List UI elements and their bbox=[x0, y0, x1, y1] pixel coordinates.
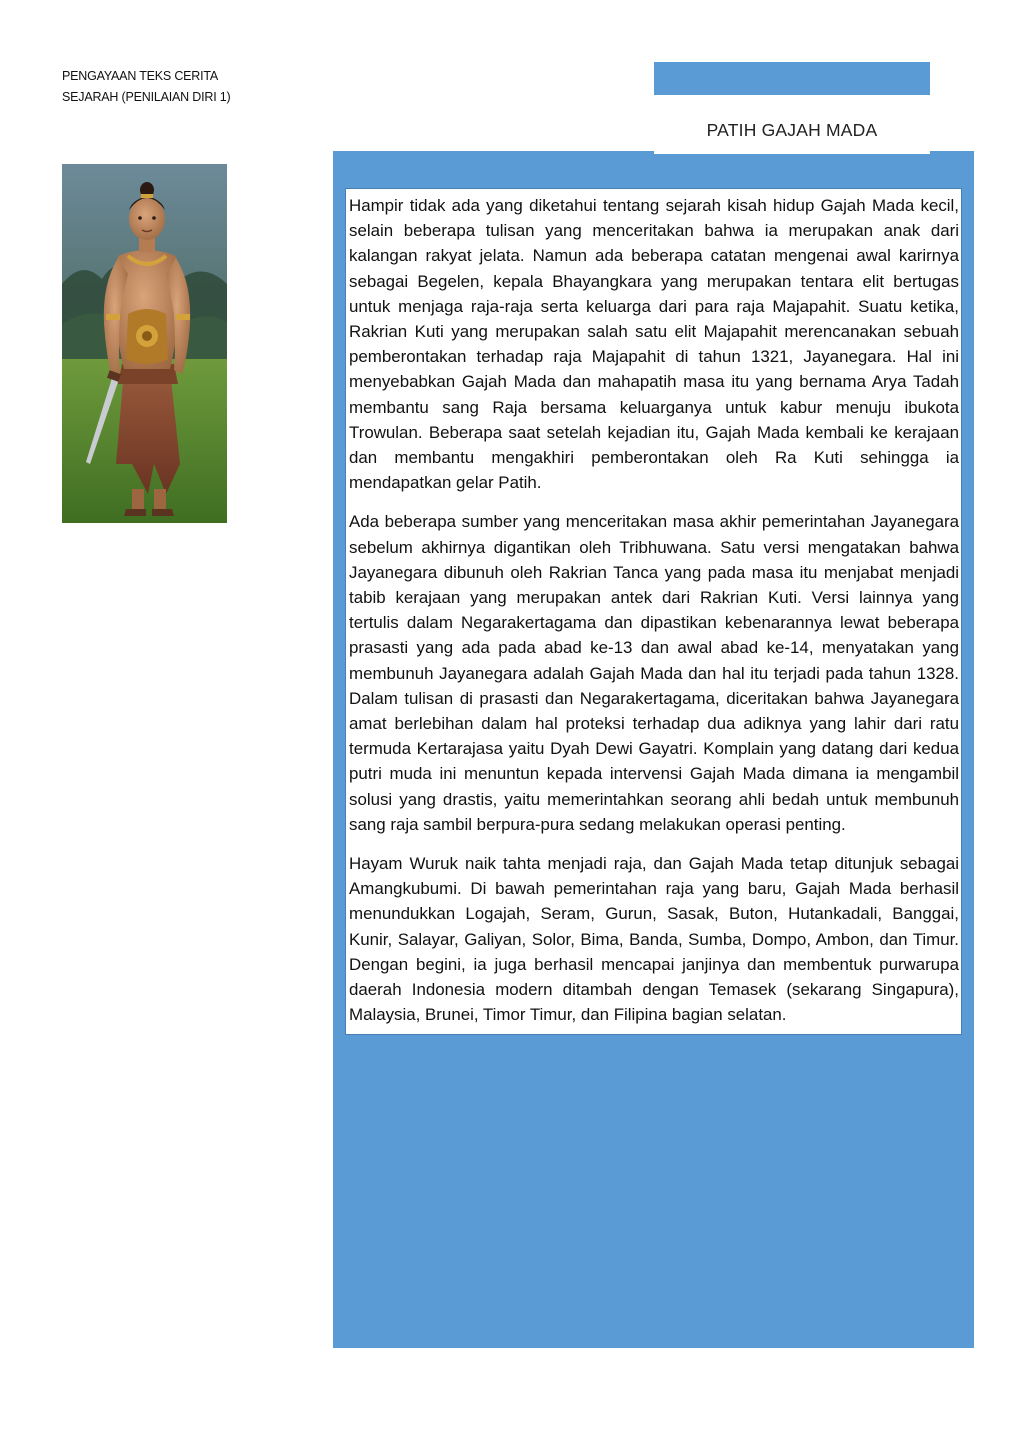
header-line-2: SEJARAH (PENILAIAN DIRI 1) bbox=[62, 90, 231, 104]
paragraph-1: Hampir tidak ada yang diketahui tentang sejarah kisah hidup Gajah Mada kecil, selain beberapa tulisan yang menceritakan bahwa ia merupakan anak dari kalangan rakyat jelata. Namun ada beberapa catatan mengenai awal karirnya sebagai Begelen, kepala Bhayangkara yang merupakan tentara elit bertugas untuk menjaga raja-raja serta keluarga dari para raja Majapahit. Suatu ketika, Rakrian Kuti yang merupakan salah satu elit Majapahit merencanakan sebuah pemberontakan terhadap raja Majapahit di tahun 1321, Jayanegara. Hal ini menyebabkan Gajah Mada dan mahapatih masa itu yang bernama Arya Tadah membantu sang Raja bersama keluarganya untuk kabur menuju ibukota Trowulan. Beberapa saat setelah kejadian itu, Gajah Mada kembali ke kerajaan dan membantu mengakhiri pemberontakan oleh Ra Kuti sehingga ia mendapatkan gelar Patih. bbox=[349, 196, 959, 493]
story-text-box bbox=[345, 188, 962, 1035]
header-line-1: PENGAYAAN TEKS CERITA bbox=[62, 69, 219, 83]
page-title: PATIH GAJAH MADA bbox=[654, 106, 930, 154]
paragraph-3: Hayam Wuruk naik tahta menjadi raja, dan Gajah Mada tetap ditunjuk sebagai Amangkubumi. Di bawah pemerintahan raja yang baru, Gajah Mada berhasil menundukkan Logajah, Seram, Gurun, Sasak, Buton, Hutankadali, Banggai, Kunir, Salayar, Galiyan, Solor, Bima, Banda, Sumba, Dompo, Ambon, dan Timur. Dengan begini, ia juga berhasil mencapai janjinya dan membentuk purwarupa daerah Indonesia modern ditambah dengan Temasek (sekarang Singapura), Malaysia, Brunei, Timor Timur, dan Filipina bagian selatan. bbox=[349, 854, 959, 1025]
document-header bbox=[62, 66, 230, 108]
portrait-image bbox=[62, 164, 227, 523]
warrior-illustration bbox=[62, 164, 227, 523]
paragraph-2: Ada beberapa sumber yang menceritakan masa akhir pemerintahan Jayanegara sebelum akhirnya digantikan oleh Tribhuwana. Satu versi mengatakan bahwa Jayanegara dibunuh oleh Rakrian Tanca yang pada masa itu menjabat menjadi tabib kerajaan yang merupakan antek dari Rakrian Kuti. Versi lainnya yang tertulis dalam Negarakertagama dan dipastikan kebenarannya lewat beberapa prasasti yang ada pada abad ke-13 dan awal abad ke-14, menyatakan yang membunuh Jayanegara adalah Gajah Mada dan hal itu terjadi pada tahun 1328. Dalam tulisan di prasasti dan Negarakertagama, diceritakan bahwa Jayanegara amat berlebihan dalam hal proteksi terhadap dua adiknya yang lahir dari ratu termuda Kertarajasa yaitu Dyah Dewi Gayatri. Komplain yang datang dari kedua putri muda ini menuntun kepada intervensi Gajah Mada dimana ia mengambil solusi yang drastis, yaitu memerintahkan seorang ahli bedah untuk membunuh sang raja sambil berpura-pura sedang melakukan operasi penting. bbox=[349, 512, 959, 834]
title-accent-bar bbox=[654, 62, 930, 95]
